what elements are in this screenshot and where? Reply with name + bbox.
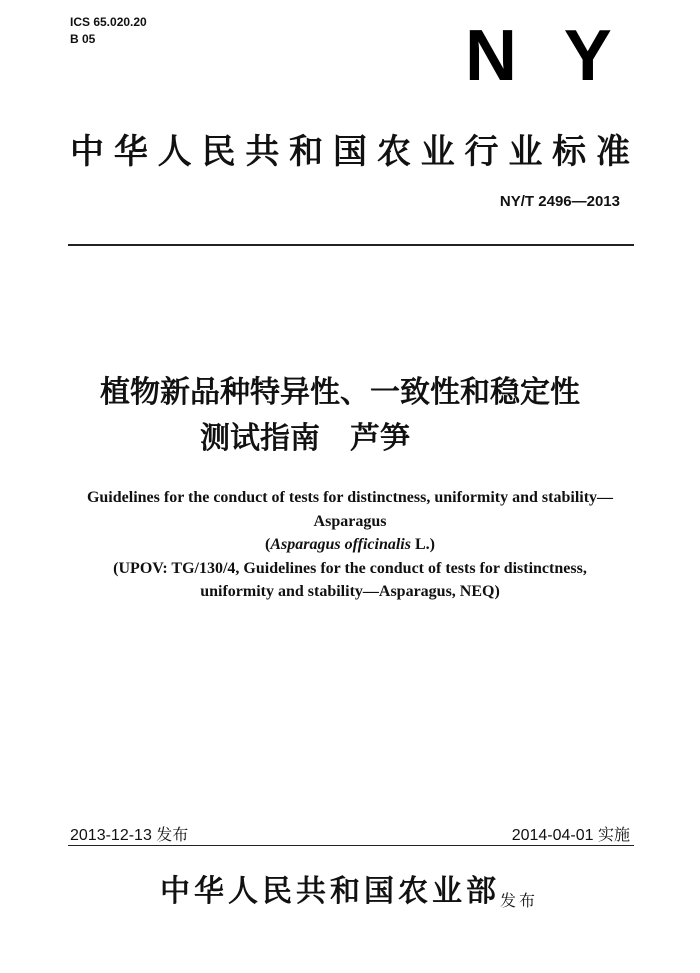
ics-code: ICS 65.020.20 (70, 15, 147, 29)
issuer-suffix: 发布 (500, 891, 539, 910)
classification-codes (70, 14, 147, 48)
standard-number: NY/T 2496—2013 (499, 193, 620, 210)
latin-name: Asparagus officinalis (270, 536, 411, 553)
chinese-title-line2: 测试指南 芦笋 (200, 421, 410, 456)
standard-title: 中华人民共和国农业行业标准 (70, 132, 630, 172)
latin-open: ( (265, 536, 271, 553)
latin-name-line (60, 533, 640, 557)
ccs-code: B 05 (70, 32, 96, 46)
latin-close: L.) (410, 536, 435, 553)
implementation-date: 2014-04-01 实施 (511, 827, 630, 844)
ny-logo: N Y (465, 16, 626, 96)
english-title-block (60, 486, 640, 604)
footer-divider (68, 845, 634, 846)
upov-line1: (UPOV: TG/130/4, Guidelines for the conduct of tests for distinctness, (113, 559, 587, 577)
issuer-name: 中华人民共和国农业部 (160, 874, 500, 909)
english-title-line1: Guidelines for the conduct of tests for distinctness, uniformity and stability— (86, 489, 614, 506)
header-divider (68, 244, 634, 246)
english-title-line2: Asparagus (313, 512, 387, 530)
issue-date: 2013-12-13 发布 (70, 827, 189, 844)
upov-line2: uniformity and stability—Asparagus, NEQ) (200, 583, 500, 600)
chinese-title-line1: 植物新品种特异性、一致性和稳定性 (100, 375, 580, 410)
